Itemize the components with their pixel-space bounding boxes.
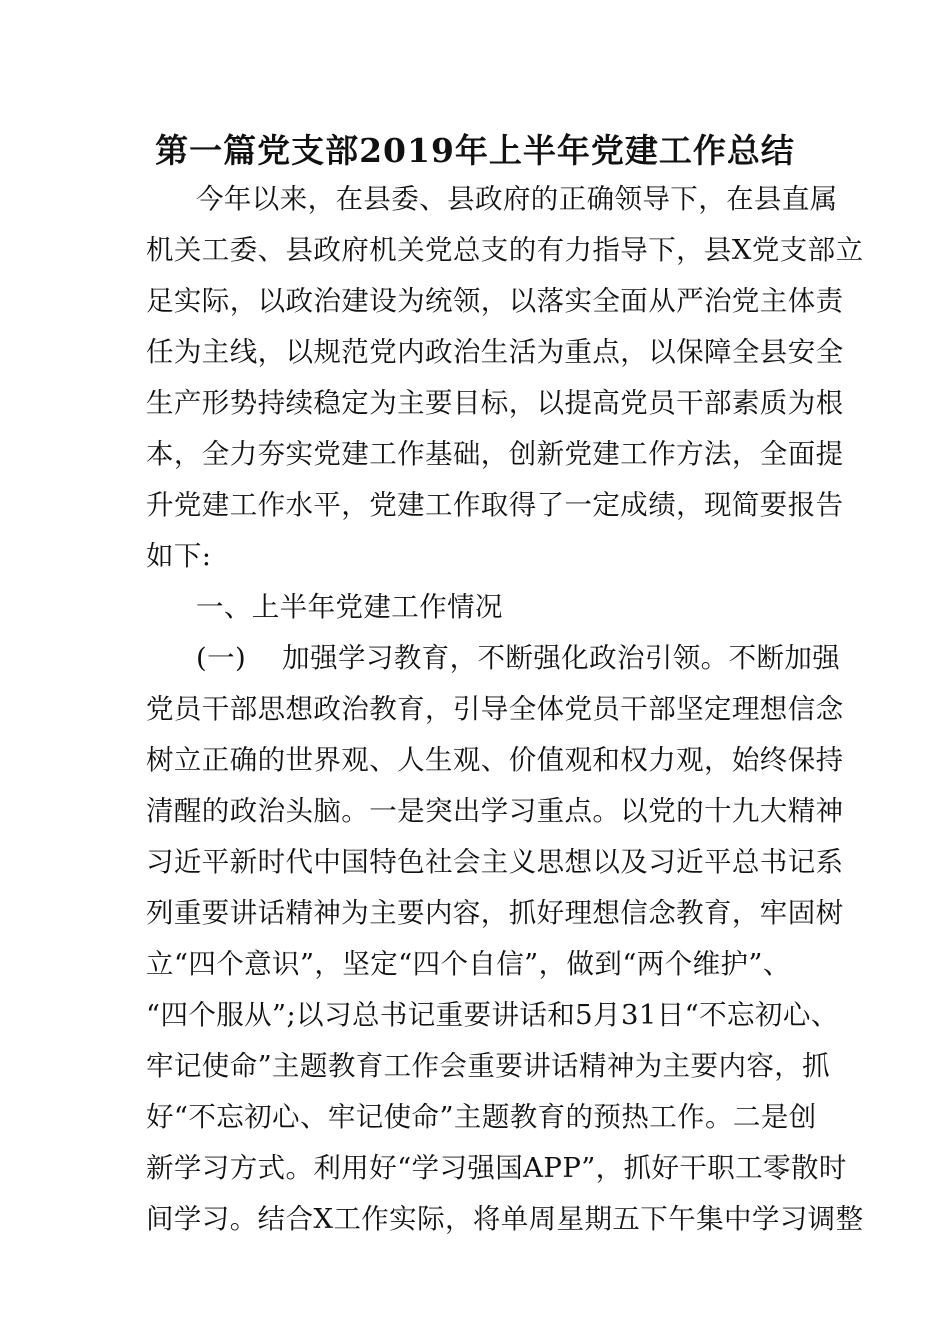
paragraph-line: 树立正确的世界观、人生观、价值观和权力观，始终保持 <box>146 744 844 776</box>
subsection-line <box>196 639 841 677</box>
document-title: 第一篇党支部2019年上半年党建工作总结 <box>155 131 795 170</box>
subsection-number: (一) <box>196 642 247 674</box>
paragraph-line: 新学习方式。利用好“学习强国APP”，抓好干职工零散时 <box>146 1152 847 1184</box>
paragraph-line: 本，全力夯实党建工作基础，创新党建工作方法，全面提 <box>146 438 844 470</box>
paragraph-line: 立“四个意识”，坚定“四个自信”，做到“两个维护”、 <box>146 948 791 980</box>
paragraph-line: 列重要讲话精神为主要内容，抓好理想信念教育，牢固树 <box>146 897 844 929</box>
paragraph-line: 足实际，以政治建设为统领，以落实全面从严治党主体责 <box>146 285 844 317</box>
paragraph-line: 好“不忘初心、牢记使命”主题教育的预热工作。二是创 <box>146 1101 817 1133</box>
paragraph-line: 习近平新时代中国特色社会主义思想以及习近平总书记系 <box>146 846 844 878</box>
section-heading: 一、上半年党建工作情况 <box>196 591 503 623</box>
paragraph-line: 党员干部思想政治教育，引导全体党员干部坚定理想信念 <box>146 693 844 725</box>
paragraph-line: 机关工委、县政府机关党总支的有力指导下，县X党支部立 <box>146 234 864 266</box>
paragraph-line: “四个服从”;以习总书记重要讲话和5月31日“不忘初心、 <box>146 999 839 1031</box>
paragraph-line: 升党建工作水平，党建工作取得了一定成绩，现简要报告 <box>146 489 844 521</box>
paragraph-line: 如下: <box>146 540 212 572</box>
subsection-heading: 加强学习教育，不断强化政治引领。不断加强 <box>282 642 841 674</box>
paragraph-line: 牢记使命”主题教育工作会重要讲话精神为主要内容，抓 <box>146 1050 831 1082</box>
paragraph-line: 间学习。结合X工作实际，将单周星期五下午集中学习调整 <box>146 1203 864 1235</box>
paragraph-line: 清醒的政治头脑。一是突出学习重点。以党的十九大精神 <box>146 795 844 827</box>
paragraph-line: 生产形势持续稳定为主要目标，以提高党员干部素质为根 <box>146 387 844 419</box>
paragraph-line: 任为主线，以规范党内政治生活为重点，以保障全县安全 <box>146 336 844 368</box>
paragraph-line: 今年以来，在县委、县政府的正确领导下，在县直属 <box>196 183 838 215</box>
